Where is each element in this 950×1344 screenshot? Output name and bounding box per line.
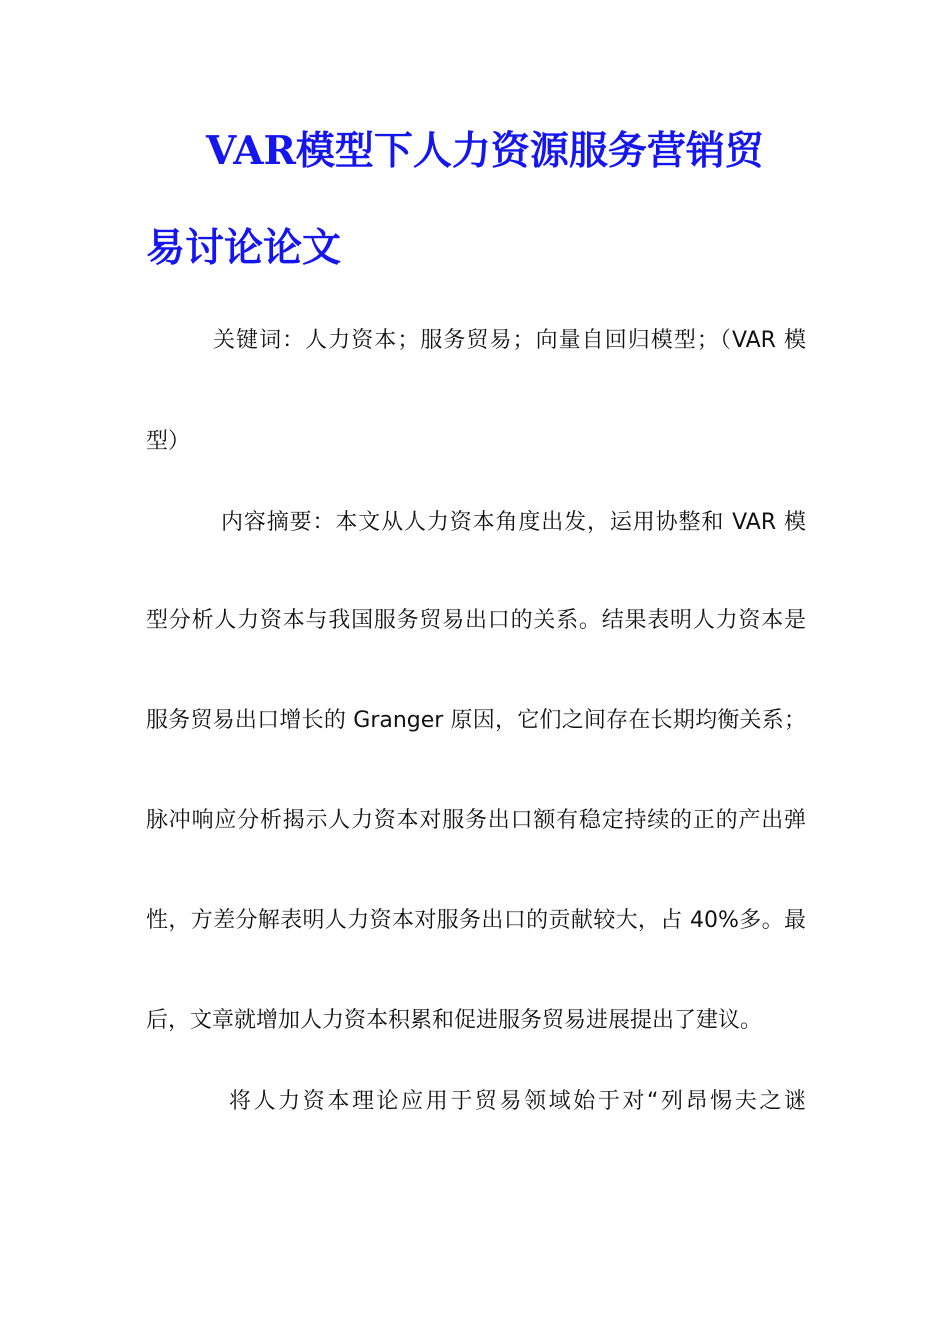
abstract-line-2: 型分析人力资本与我国服务贸易出口的关系。结果表明人力资本是 [146,608,806,633]
keywords-line-2: 型） [146,429,191,454]
abstract-line-6: 后，文章就增加人力资本积累和促进服务贸易进展提出了建议。 [146,1008,763,1033]
abstract-line-4: 脉冲响应分析揭示人力资本对服务出口额有稳定持续的正的产出弹 [146,808,806,833]
body-line-1: 将人力资本理论应用于贸易领域始于对“列昂惕夫之谜 [229,1089,806,1114]
abstract-line-3: 服务贸易出口增长的 Granger 原因，它们之间存在长期均衡关系； [146,708,806,733]
abstract-line-5: 性，方差分解表明人力资本对服务出口的贡献较大，占 40%多。最 [146,908,806,933]
keywords-line-1: 关键词：人力资本；服务贸易；向量自回归模型；（VAR 模 [213,328,806,353]
abstract-line-1: 内容摘要：本文从人力资本角度出发，运用协整和 VAR 模 [221,510,806,535]
title-line-1: VAR模型下人力资源服务营销贸 [206,128,764,174]
title-line-2: 易讨论论文 [146,225,342,271]
